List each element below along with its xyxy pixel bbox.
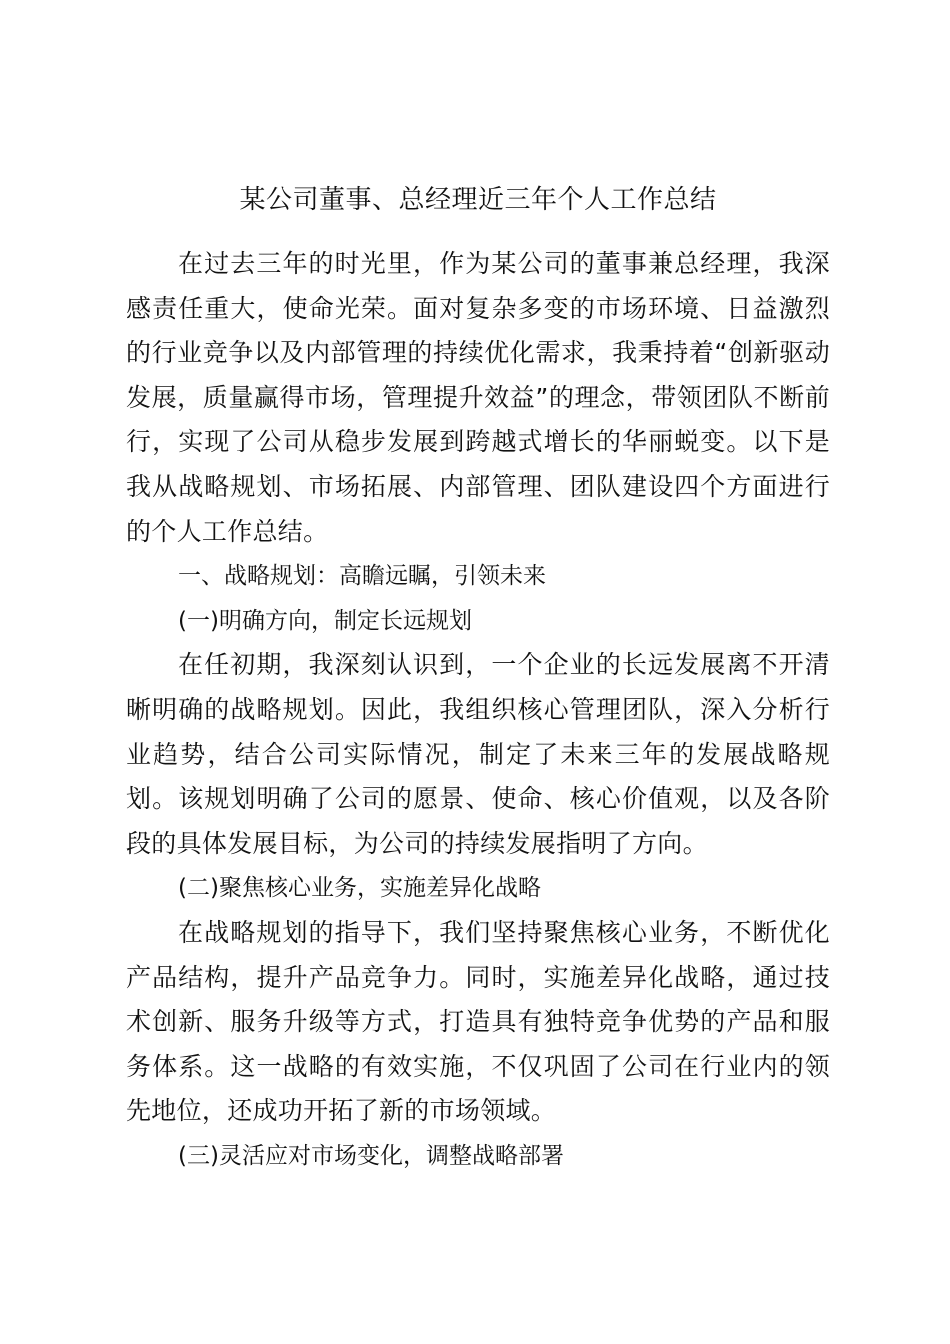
subsection-heading-3: (三)灵活应对市场变化，调整战略部署	[178, 1142, 564, 1169]
section-heading-strategy: 一、战略规划：高瞻远瞩，引领未来	[178, 563, 546, 590]
body-paragraph: 在任初期，我深刻认识到，一个企业的长远发展离不开清晰明确的战略规划。因此，我组织核心管理团队，深入分析行业趋势，结合公司实际情况，制定了未来三年的发展战略规划。该规划明确了公司的愿景、使命、核心价值观，以及各阶段的具体发展目标，为公司的持续发展指明了方向。	[126, 650, 830, 858]
document-title: 某公司董事、总经理近三年个人工作总结	[239, 185, 717, 215]
subsection-heading-1: (一)明确方向，制定长远规划	[178, 607, 472, 634]
intro-paragraph: 在过去三年的时光里，作为某公司的董事兼总经理，我深感责任重大，使命光荣。面对复杂多变的市场环境、日益激烈的行业竞争以及内部管理的持续优化需求，我秉持着“创新驱动发展，质量赢得市场，管理提升效益”的理念，带领团队不断前行，实现了公司从稳步发展到跨越式增长的华丽蜕变。以下是我从战略规划、市场拓展、内部管理、团队建设四个方面进行的个人工作总结。	[126, 249, 830, 546]
subsection-heading-2: (二)聚焦核心业务，实施差异化战略	[178, 875, 541, 902]
body-paragraph: 在战略规划的指导下，我们坚持聚焦核心业务，不断优化产品结构，提升产品竞争力。同时，实施差异化战略，通过技术创新、服务升级等方式，打造具有独特竞争优势的产品和服务体系。这一战略的有效实施，不仅巩固了公司在行业内的领先地位，还成功开拓了新的市场领域。	[126, 917, 830, 1126]
